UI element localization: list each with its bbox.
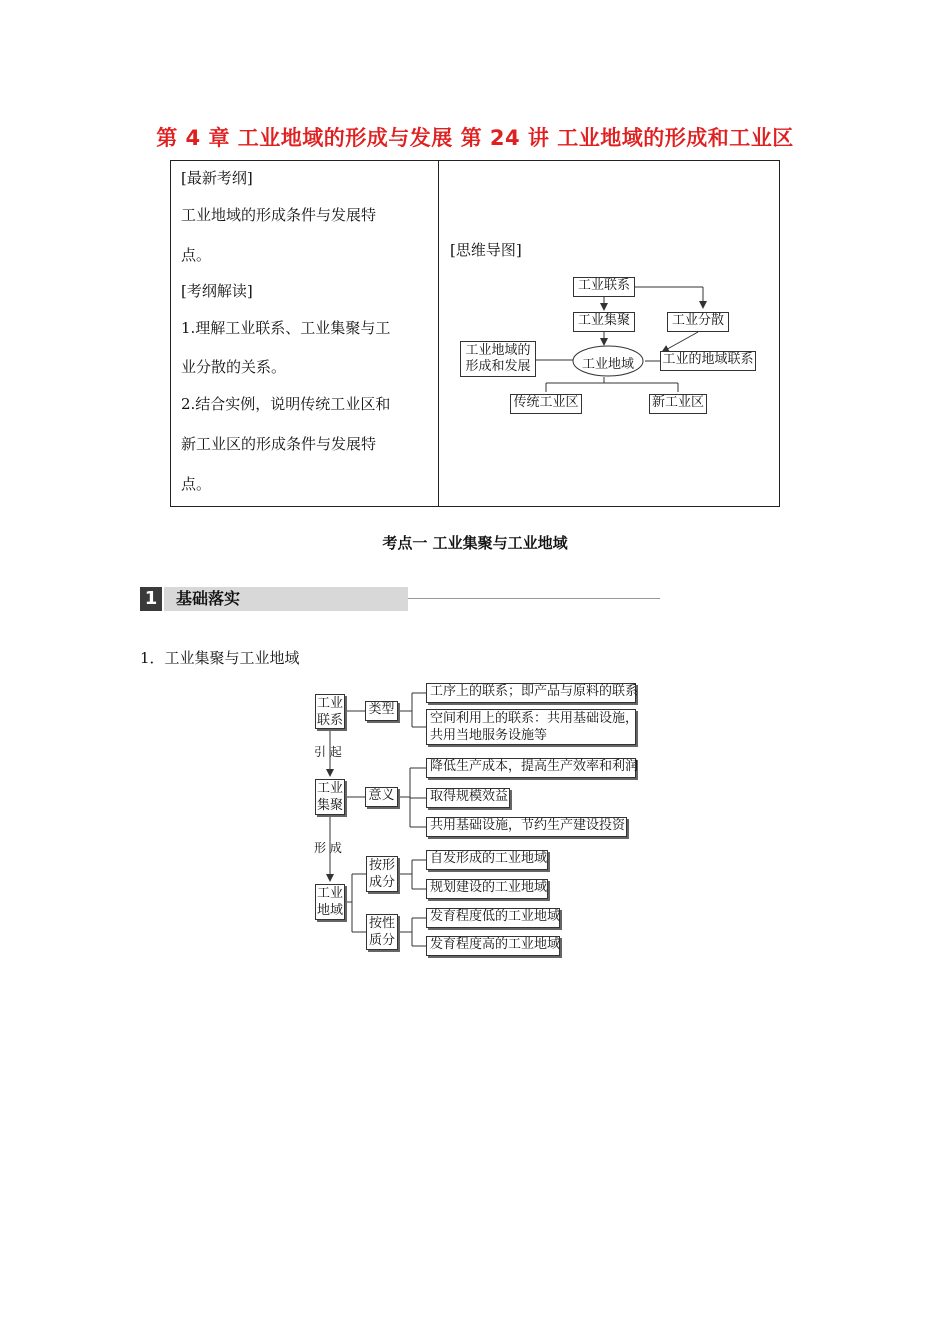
banner-label: 基础落实	[164, 587, 408, 611]
tree-region-line-2: 地域	[316, 902, 343, 918]
mm-industrial-region: 工业地域	[581, 357, 634, 372]
interpretation-item-1-cont: 业分散的关系。	[181, 358, 287, 376]
tree-by-nature	[366, 914, 398, 950]
tree-agg-line-2: 集聚	[316, 797, 343, 813]
tree-industrial-region	[315, 884, 345, 920]
tree-planned-region: 规划建设的工业地域	[426, 879, 548, 899]
mm-industrial-agglomeration: 工业集聚	[573, 312, 635, 332]
interpretation-item-2-end: 点。	[181, 475, 212, 493]
tree-type-process: 工序上的联系；即产品与原料的联系	[426, 683, 636, 703]
tree-type: 类型	[365, 701, 398, 721]
tree-meaning-infrastructure: 共用基础设施，节约生产建设投资	[426, 817, 627, 837]
tree-type-spatial-line-2: 共用当地服务设施等	[430, 727, 548, 743]
latest-syllabus-text-cont: 点。	[181, 246, 212, 264]
page-title: 第 4 章 工业地域的形成与发展 第 24 讲 工业地域的形成和工业区	[156, 126, 794, 150]
mm-industrial-linkage: 工业联系	[573, 277, 635, 297]
latest-syllabus-label: [最新考纲]	[181, 169, 253, 187]
tree-cause-label: 引 起	[314, 745, 342, 759]
item-title: 1．工业集聚与工业地域	[140, 649, 300, 667]
tree-low-development: 发育程度低的工业地域	[426, 908, 560, 928]
mm-new-zone: 新工业区	[649, 394, 707, 414]
tree-form-label: 形 成	[314, 841, 342, 855]
latest-syllabus-text: 工业地域的形成条件与发展特	[181, 206, 377, 224]
interpretation-item-2: 2.结合实例，说明传统工业区和	[181, 395, 391, 413]
tree-spontaneous-region: 自发形成的工业地域	[426, 850, 548, 870]
tree-by-formation	[366, 856, 398, 892]
tree-type-spatial	[426, 709, 639, 745]
tree-by-nature-line-2: 质分	[368, 932, 395, 948]
section-title: 考点一 工业集聚与工业地域	[382, 534, 568, 552]
tree-high-development: 发育程度高的工业地域	[426, 936, 560, 956]
tree-agg-line-1: 工业	[316, 781, 343, 796]
tree-linkage-line-2: 联系	[316, 712, 343, 728]
tree-meaning: 意义	[365, 787, 398, 807]
mind-map-label: [思维导图]	[450, 241, 522, 259]
tree-linkage-line-1: 工业	[316, 696, 343, 711]
tree-meaning-cost: 降低生产成本，提高生产效率和利润	[426, 758, 636, 778]
tree-meaning-scale: 取得规模效益	[426, 788, 510, 808]
mm-formation-line-1: 工业地域的	[465, 343, 531, 358]
tree-by-formation-line-1: 按形	[368, 858, 395, 873]
mm-industrial-dispersion: 工业分散	[667, 312, 729, 332]
syllabus-interpretation-label: [考纲解读]	[181, 282, 253, 300]
tree-by-nature-line-1: 按性	[368, 916, 395, 931]
mm-regional-linkage: 工业的地域联系	[660, 351, 756, 371]
interpretation-item-1: 1.理解工业联系、工业集聚与工	[181, 319, 391, 337]
tree-industrial-linkage	[315, 694, 345, 729]
mm-formation-line-2: 形成和发展	[465, 359, 531, 375]
tree-type-spatial-line-1: 空间利用上的联系：共用基础设施，	[430, 711, 639, 726]
tree-industrial-agglomeration	[315, 779, 345, 815]
banner-number: 1	[140, 587, 162, 611]
tree-region-line-1: 工业	[316, 886, 343, 901]
tree-by-formation-line-2: 成分	[368, 874, 395, 890]
interpretation-item-2-cont: 新工业区的形成条件与发展特	[181, 435, 377, 453]
mm-traditional-zone: 传统工业区	[510, 394, 582, 414]
